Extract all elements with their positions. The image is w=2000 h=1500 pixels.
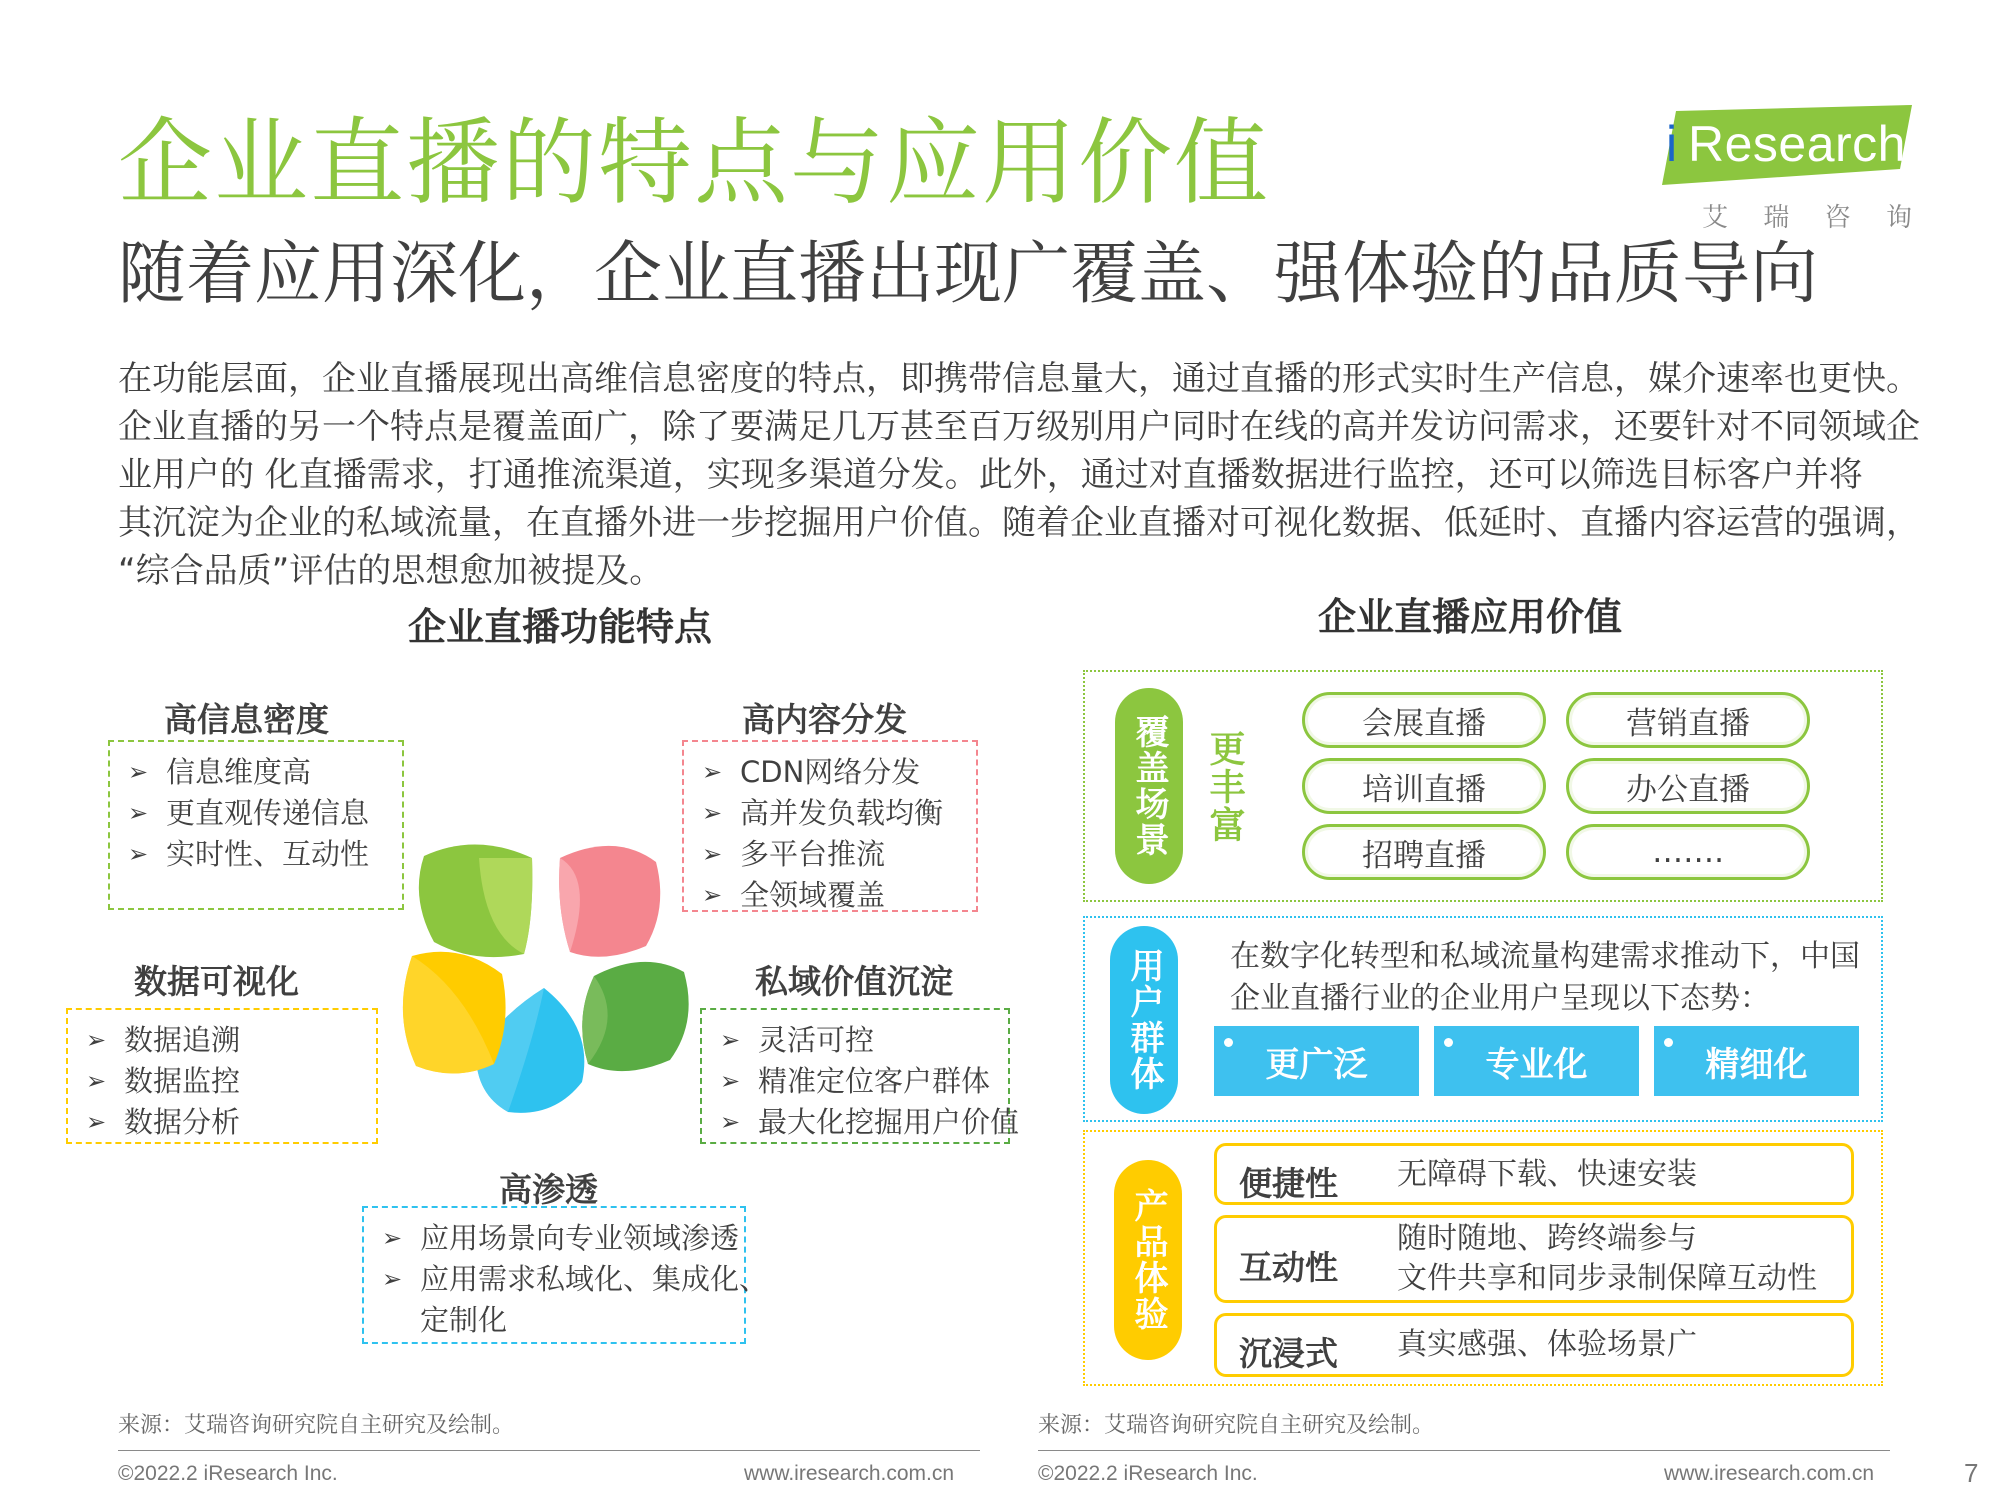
- scene-pill: 会展直播: [1302, 692, 1546, 748]
- logo-sub-char: 询: [1885, 203, 1912, 233]
- feature-box-distribution: [682, 740, 978, 912]
- petal-green-light: [419, 844, 532, 957]
- feature-item: ➢ 数据追溯: [86, 1020, 358, 1061]
- feature-box-visualization: [66, 1008, 378, 1144]
- footer-copyright-right: ©2022.2 iResearch Inc.: [1038, 1462, 1258, 1485]
- feature-item: ➢ 高并发负载均衡: [702, 793, 958, 834]
- scene-pill: 培训直播: [1302, 758, 1546, 814]
- intro-line: “综合品质”评估的思想愈加被提及。: [118, 551, 664, 591]
- footer-divider-right: [1038, 1450, 1890, 1451]
- flower-diagram: [384, 838, 704, 1138]
- footer-url-right: www.iresearch.com.cn: [1664, 1462, 1875, 1485]
- logo-text: Research: [1688, 116, 1906, 172]
- petal-green-dark: [582, 962, 688, 1071]
- experience-label-text: 产品体验: [1128, 1188, 1168, 1332]
- feature-title: 高渗透: [499, 1170, 598, 1209]
- feature-item: ➢ 应用场景向专业领域渗透: [382, 1218, 726, 1259]
- intro-paragraph: [118, 355, 1920, 595]
- source-note-right: 来源：艾瑞咨询研究院自主研究及绘制。: [1038, 1413, 1435, 1438]
- value-section-title: 企业直播应用价值: [1318, 595, 1623, 639]
- feature-item: ➢ 数据监控: [86, 1061, 358, 1102]
- coverage-word: [1204, 730, 1244, 844]
- feature-box-high-density: [108, 740, 404, 910]
- tag-dot: [1224, 1038, 1233, 1047]
- users-label: [1110, 926, 1178, 1114]
- tag-dot: [1444, 1038, 1453, 1047]
- user-trend-label: 专业化: [1485, 1044, 1588, 1085]
- users-description-line: 企业直播行业的企业用户呈现以下态势：: [1230, 981, 1770, 1016]
- footer-copyright-left: ©2022.2 iResearch Inc.: [118, 1462, 338, 1485]
- petal-pink: [559, 846, 660, 957]
- experience-value: 无障碍下载、快速安装: [1397, 1157, 1697, 1192]
- logo-i: i: [1666, 116, 1678, 172]
- coverage-word-text: 更丰富: [1204, 730, 1245, 844]
- page-title: 企业直播的特点与应用价值: [118, 109, 1271, 218]
- page-number: 7: [1964, 1458, 1979, 1488]
- feature-item: ➢ 数据分析: [86, 1102, 358, 1143]
- feature-title: 私域价值沉淀: [755, 962, 953, 1001]
- experience-key: 便捷性: [1239, 1164, 1338, 1203]
- feature-box-penetration: [362, 1206, 769, 1344]
- intro-line: 其沉淀为企业的私域流量，在直播外进一步挖掘用户价值。随着企业直播对可视化数据、低延时、直播内容运营的强调，: [118, 503, 1920, 543]
- feature-item: ➢ 信息维度高: [128, 752, 384, 793]
- intro-line: 在功能层面，企业直播展现出高维信息密度的特点，即携带信息量大，通过直播的形式实时生产信息，媒介速率也更快。: [118, 359, 1920, 399]
- feature-item: ➢ 最大化挖掘用户价值: [720, 1102, 990, 1143]
- user-trend-tag: [1654, 1026, 1859, 1096]
- experience-row: [1214, 1215, 1854, 1303]
- scene-pill: 营销直播: [1566, 692, 1810, 748]
- users-description-line: 在数字化转型和私域流量构建需求推动下，中国: [1230, 939, 1860, 974]
- users-description: [1230, 936, 1860, 1020]
- user-trend-tag: [1214, 1026, 1419, 1096]
- footer-divider-left: [118, 1450, 980, 1451]
- feature-item: ➢ 更直观传递信息: [128, 793, 384, 834]
- feature-item: ➢ 实时性、互动性: [128, 834, 384, 875]
- footer-url-left: www.iresearch.com.cn: [744, 1462, 955, 1485]
- logo-subtitle: [1702, 197, 1912, 234]
- user-trend-tag: [1434, 1026, 1639, 1096]
- source-note-left: 来源：艾瑞咨询研究院自主研究及绘制。: [118, 1413, 515, 1438]
- feature-title: 数据可视化: [134, 962, 299, 1001]
- experience-row: [1214, 1143, 1854, 1205]
- experience-row: [1214, 1313, 1854, 1377]
- logo-sub-char: 瑞: [1763, 203, 1790, 233]
- scene-pill: 招聘直播: [1302, 824, 1546, 880]
- feature-item: ➢ 定制化: [382, 1300, 726, 1341]
- user-trend-label: 精细化: [1705, 1044, 1808, 1085]
- experience-label: [1114, 1160, 1182, 1360]
- experience-key: 互动性: [1239, 1248, 1338, 1287]
- user-trend-label: 更广泛: [1265, 1044, 1368, 1085]
- intro-line: 企业直播的另一个特点是覆盖面广，除了要满足几万甚至百万级别用户同时在线的高并发访问需求，还要针对不同领域企: [118, 407, 1920, 447]
- feature-item: ➢ 应用需求私域化、集成化、: [382, 1259, 726, 1300]
- feature-item: ➢ 精准定位客户群体: [720, 1061, 990, 1102]
- coverage-label: [1115, 688, 1183, 884]
- iresearch-logo: [1662, 105, 1912, 235]
- experience-value: 真实感强、体验场景广: [1397, 1327, 1697, 1362]
- petal-yellow: [403, 952, 506, 1074]
- tag-dot: [1664, 1038, 1673, 1047]
- feature-box-private-value: [700, 1008, 1020, 1144]
- experience-key: 沉浸式: [1239, 1334, 1338, 1373]
- feature-item: ➢ 灵活可控: [720, 1020, 990, 1061]
- feature-item: ➢ CDN网络分发: [702, 752, 958, 793]
- experience-value: 文件共享和同步录制保障互动性: [1397, 1261, 1817, 1296]
- coverage-label-text: 覆盖场景: [1129, 714, 1169, 858]
- scene-pill: 办公直播: [1566, 758, 1810, 814]
- features-section-title: 企业直播功能特点: [408, 605, 713, 649]
- feature-item: ➢ 多平台推流: [702, 834, 958, 875]
- users-label-text: 用户群体: [1124, 948, 1164, 1092]
- scene-pill: …….: [1566, 824, 1810, 880]
- feature-title: 高内容分发: [742, 700, 907, 739]
- logo-sub-char: 艾: [1702, 203, 1729, 233]
- page-subtitle: 随着应用深化，企业直播出现广覆盖、强体验的品质导向: [118, 235, 1819, 314]
- logo-sub-char: 咨: [1824, 203, 1851, 233]
- intro-line: 业用户的 化直播需求，打通推流渠道，实现多渠道分发。此外，通过对直播数据进行监控，还可以筛选目标客户并将: [118, 455, 1863, 495]
- experience-value: 随时随地、跨终端参与: [1397, 1221, 1697, 1256]
- feature-item: ➢ 全领域覆盖: [702, 875, 958, 916]
- feature-title: 高信息密度: [164, 700, 329, 739]
